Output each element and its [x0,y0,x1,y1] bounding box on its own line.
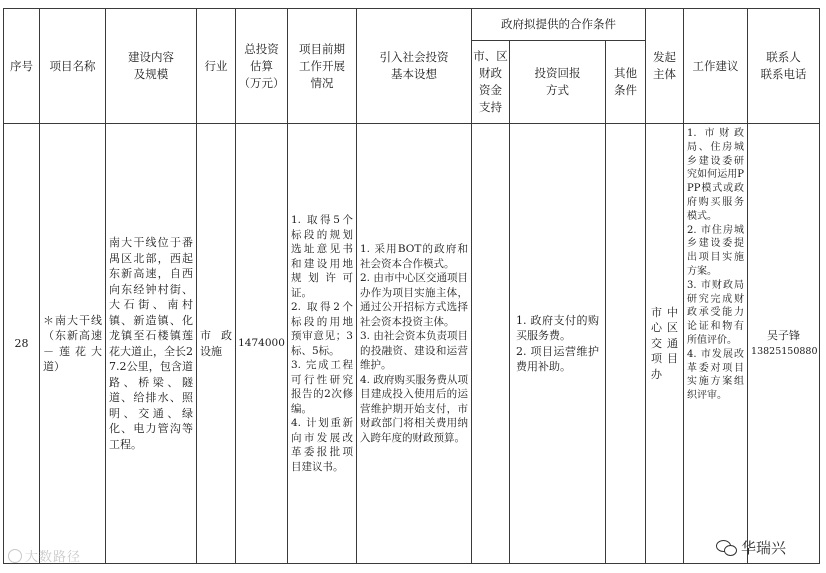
ppp-project-table [3,8,820,564]
cell-other [606,124,646,564]
header-prework-line: 工作开展 [299,58,345,73]
header-investment [236,9,288,124]
watermark-right [716,537,786,558]
header-other-line: 其他 [614,66,638,80]
header-return-mode-line: 投资回报 [534,66,581,80]
header-prework-line: 项目前期 [299,41,345,56]
header-industry: 行业 [197,9,236,124]
cell-initiator: 市中心区交通项目办 [646,124,684,564]
header-content-line: 及规模 [133,67,169,81]
header-model-line: 基本设想 [391,67,437,81]
contact-name: 吴子锋 [767,329,801,342]
table-row [4,124,820,564]
header-prework [288,9,357,124]
header-return-mode-line: 方式 [546,83,569,97]
header-prework-line: 情况 [310,75,334,90]
header-gov-conditions: 政府拟提供的合作条件 [472,9,646,41]
watermark-right-text: 华瑞兴 [741,539,787,557]
header-fin-support-line: 资金 [479,83,502,97]
header-content [106,9,197,124]
header-initiator-line: 主体 [653,67,677,81]
header-fin-support [472,41,510,124]
header-contact-line: 联系人 [766,50,801,64]
cell-content: 南大干线位于番禺区北部，西起东新高速，自西向东经钟村街、大石街、南村镇、新造镇、化龙镇至石楼镇莲花大道止，全长27.2公里，包含道路、桥梁、隧道、给排水、照明、交通、绿化、电力管沟等工程。 [106,124,197,564]
cell-seq: 28 [4,124,40,564]
header-return-mode [510,41,606,124]
header-content-line: 建设内容 [128,50,174,64]
cell-project-name: ＊南大干线（东新高速－莲花大道） [40,124,106,564]
watermark-left [8,546,81,565]
header-model-line: 引入社会投资 [379,50,449,64]
header-investment-line: （万元） [238,75,285,90]
contact-phone: 13825150880 [751,345,818,357]
watermark-logo-icon [8,549,22,563]
header-fin-support-line: 支持 [479,100,502,114]
header-fin-support-line: 财政 [479,66,502,80]
cell-return-mode: 1. 政府支付的购买服务费。 2. 项目运营维护费用补助。 [510,124,606,564]
header-contact [748,9,820,124]
cell-investment: 1474000 [236,124,288,564]
cell-fin-support [472,124,510,564]
header-project-name: 项目名称 [40,9,106,124]
header-other-line: 条件 [614,83,638,97]
cell-contact [748,124,820,564]
header-investment-line: 总投资 [244,41,279,56]
cell-industry: 市政设施 [197,124,236,564]
cell-model: 1. 采用BOT的政府和社会资本合作模式。 2. 由市中心区交通项目办作为项目实施主体，通过公开招标方式选择社会资本投资主体。 3. 由社会资本负责项目的投融资、建设和运营维护。 4. 政府购买服务费从项目建成投入使用后的运营维护期开始支付，市财政部门将相关费用纳入跨年度的财政预算。 [357,124,472,564]
header-initiator-line: 发起 [653,50,677,64]
wechat-icon [716,539,738,556]
cell-prework: 1. 取得5个标段的规划选址意见书和建设用地规划许可证。 2. 取得2个标段的用地预审意见；3标、5标。 3. 完成工程可行性研究报告的2次修编。 4. 计划重新向市发展改革委报批项目建议书。 [288,124,357,564]
header-model [357,9,472,124]
header-investment-line: 估算 [250,58,273,73]
header-contact-line: 联系电话 [760,67,807,81]
header-seq: 序号 [4,9,40,124]
header-advice: 工作建议 [684,9,748,124]
header-fin-support-line: 市、区 [473,49,508,63]
cell-advice: 1. 市财政局、住房城乡建设委研究如何运用PPP模式或政府购买服务模式。 2. 市住房城乡建设委提出项目实施方案。 3. 市财政局研究完成财政承受能力论证和物有所值评价。 4. 市发展改革委对项目实施方案组织评审。 [684,124,748,564]
header-initiator [646,9,684,124]
watermark-left-text: 大数路径 [25,550,82,565]
header-other [606,41,646,124]
